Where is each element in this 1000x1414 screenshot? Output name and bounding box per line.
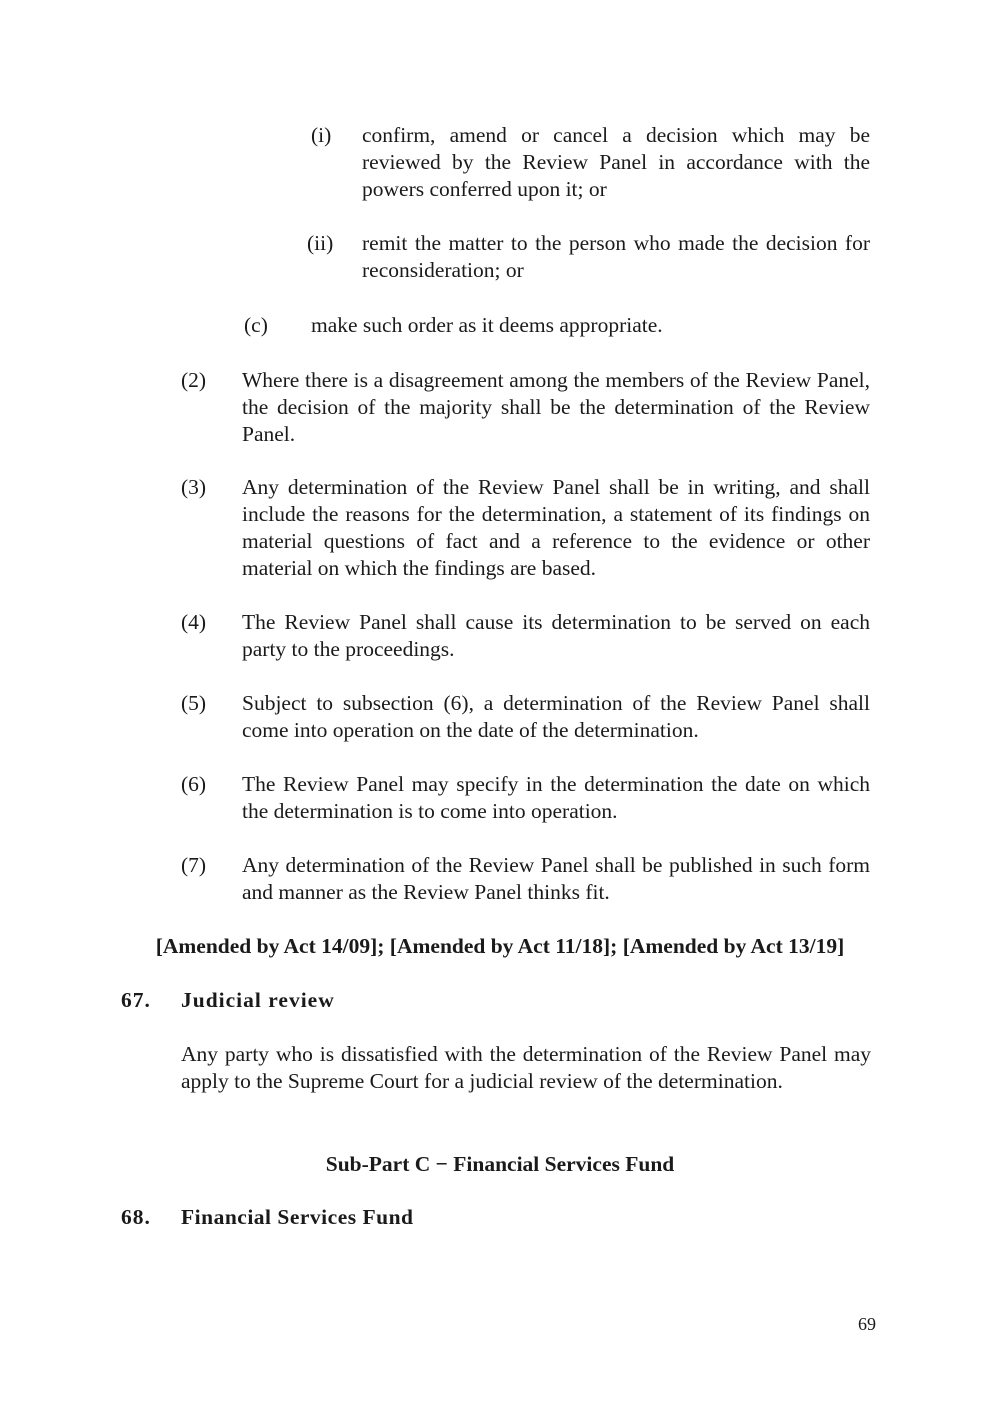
subsection-4-label: (4) bbox=[181, 610, 207, 634]
subsection-7-label: (7) bbox=[181, 853, 207, 877]
section-67-body: Any party who is dissatisfied with the determination of the Review Panel may apply to the Supreme Court for a judicial review of the determination. bbox=[181, 1042, 871, 1093]
section-67-number: 67. bbox=[121, 988, 151, 1012]
item-c-text: make such order as it deems appropriate. bbox=[311, 313, 663, 337]
subsection-6-label: (6) bbox=[181, 772, 207, 796]
subsection-4-text: The Review Panel shall cause its determination to be served on each party to the proceedings. bbox=[242, 610, 870, 661]
item-c-label: (c) bbox=[244, 313, 268, 337]
subsection-2-label: (2) bbox=[181, 368, 207, 392]
subsection-5-label: (5) bbox=[181, 691, 207, 715]
amendment-note: [Amended by Act 14/09]; [Amended by Act 11/18]; [Amended by Act 13/19] bbox=[155, 934, 845, 958]
section-67-title: Judicial review bbox=[181, 988, 335, 1012]
page-number: 69 bbox=[858, 1314, 876, 1334]
item-i-text: confirm, amend or cancel a decision which may be reviewed by the Review Panel in accordance with the powers conferred upon it; or bbox=[362, 123, 870, 201]
section-68-title: Financial Services Fund bbox=[181, 1205, 414, 1229]
item-i-label: (i) bbox=[311, 123, 332, 147]
subsection-6-text: The Review Panel may specify in the determination the date on which the determination is to come into operation. bbox=[242, 772, 870, 823]
section-68-number: 68. bbox=[121, 1205, 151, 1229]
subsection-7-text: Any determination of the Review Panel shall be published in such form and manner as the Review Panel thinks fit. bbox=[242, 853, 870, 904]
item-ii-text: remit the matter to the person who made the decision for reconsideration; or bbox=[362, 231, 870, 282]
subpart-heading: Sub-Part C − Financial Services Fund bbox=[325, 1152, 675, 1176]
subsection-5-text: Subject to subsection (6), a determination of the Review Panel shall come into operation on the date of the determination. bbox=[242, 691, 870, 742]
subsection-2-text: Where there is a disagreement among the members of the Review Panel, the decision of the majority shall be the determination of the Review Panel. bbox=[242, 368, 870, 446]
item-ii-label: (ii) bbox=[307, 231, 334, 255]
subsection-3-label: (3) bbox=[181, 475, 207, 499]
subsection-3-text: Any determination of the Review Panel shall be in writing, and shall include the reasons for the determination, a statement of its findings on material questions of fact and a reference to the evidence or other material on which the findings are based. bbox=[242, 475, 870, 580]
